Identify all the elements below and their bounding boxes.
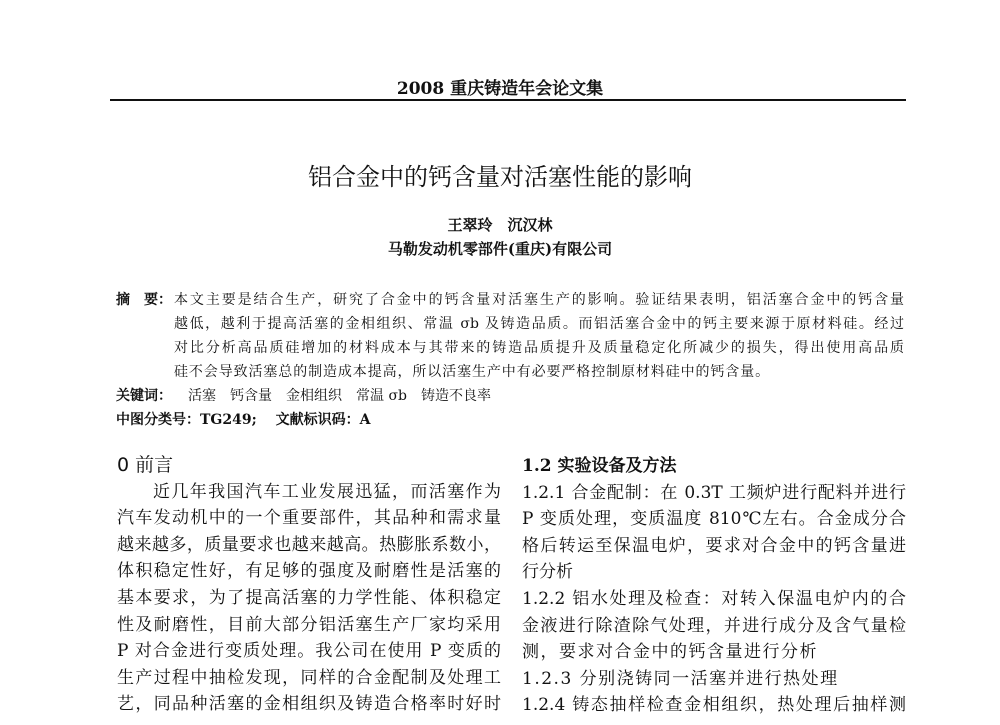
- header-rule: [110, 99, 906, 101]
- body-line: 体积稳定性好，有足够的强度及耐磨性是活塞的: [117, 561, 501, 582]
- body-line: P 对合金进行变质处理。我公司在使用 P 变质的: [117, 641, 501, 662]
- body-line: 性及耐磨性，目前大部分铝活塞生产厂家均采用: [117, 614, 501, 635]
- body-line: 格后转运至保温电炉，要求对合金中的钙含量进: [522, 535, 906, 556]
- body-line: 金液进行除渣除气处理，并进行成分及含气量检: [522, 615, 906, 636]
- subsection-heading: 1.2 实验设备及方法: [522, 456, 677, 476]
- body-line: 测，要求对合金中的钙含量进行分析: [522, 642, 818, 663]
- paper-title: 铝合金中的钙含量对活塞性能的影响: [308, 163, 692, 191]
- right-column: [522, 453, 906, 719]
- body-line: 近几年我国汽车工业发展迅猛，而活塞作为: [153, 481, 501, 502]
- abstract-line: 越低，越利于提高活塞的金相组织、常温 σb 及铸造品质。而铝活塞合金中的钙主要来源于原材料硅。经过: [174, 316, 904, 332]
- body-line: 1.2.2 铝水处理及检查：对转入保温电炉内的合: [522, 588, 906, 609]
- body-line: 生产过程中抽检发现，同样的合金配制及处理工: [117, 667, 501, 688]
- body-line: 汽车发动机中的一个重要部件，其品种和需求量: [117, 508, 501, 529]
- running-header: 2008 重庆铸造年会论文集: [396, 79, 604, 99]
- body-line: 基本要求，为了提高活塞的力学性能、体积稳定: [117, 587, 501, 608]
- classification: 中图分类号：TG249; 文献标识码：A: [116, 412, 371, 428]
- body-line: 行分析: [522, 562, 573, 583]
- abstract-label: 摘 要：: [116, 292, 172, 308]
- body-line: 艺，同品种活塞的金相组织及铸造合格率时好时: [117, 694, 501, 715]
- body-line: P 变质处理，变质温度 810℃左右。合金成分合: [522, 509, 906, 530]
- left-column: [117, 452, 501, 718]
- abstract-line: 对比分析高品质硅增加的材料成本与其带来的铸造品质提升及质量稳定化所减少的损失，得出使用高品质: [174, 340, 904, 356]
- affiliation: 马勒发动机零部件(重庆)有限公司: [387, 240, 613, 258]
- body-line: 1.2.4 铸态抽样检查金相组织，热处理后抽样测: [522, 695, 906, 716]
- authors: 王翠玲 沉汉林: [447, 216, 553, 234]
- body-line: 1.2.3 分别浇铸同一活塞并进行热处理: [522, 668, 839, 689]
- body-line: 1.2.1 合金配制：在 0.3T 工频炉进行配料并进行: [522, 482, 906, 503]
- keywords: 活塞 钙含量 金相组织 常温 σb 铸造不良率: [188, 388, 491, 404]
- abstract-line: 硅不会导致活塞总的制造成本提高，所以活塞生产中有必要严格控制原材料硅中的钙含量。: [174, 364, 770, 380]
- abstract-line: 本文主要是结合生产，研究了合金中的钙含量对活塞生产的影响。验证结果表明，铝活塞合金中的钙含量: [174, 292, 904, 308]
- body-line: 越来越多，质量要求也越来越高。热膨胀系数小，: [117, 534, 501, 555]
- keywords-label: 关键词：: [116, 388, 172, 404]
- section-heading: 0 前言: [117, 454, 174, 476]
